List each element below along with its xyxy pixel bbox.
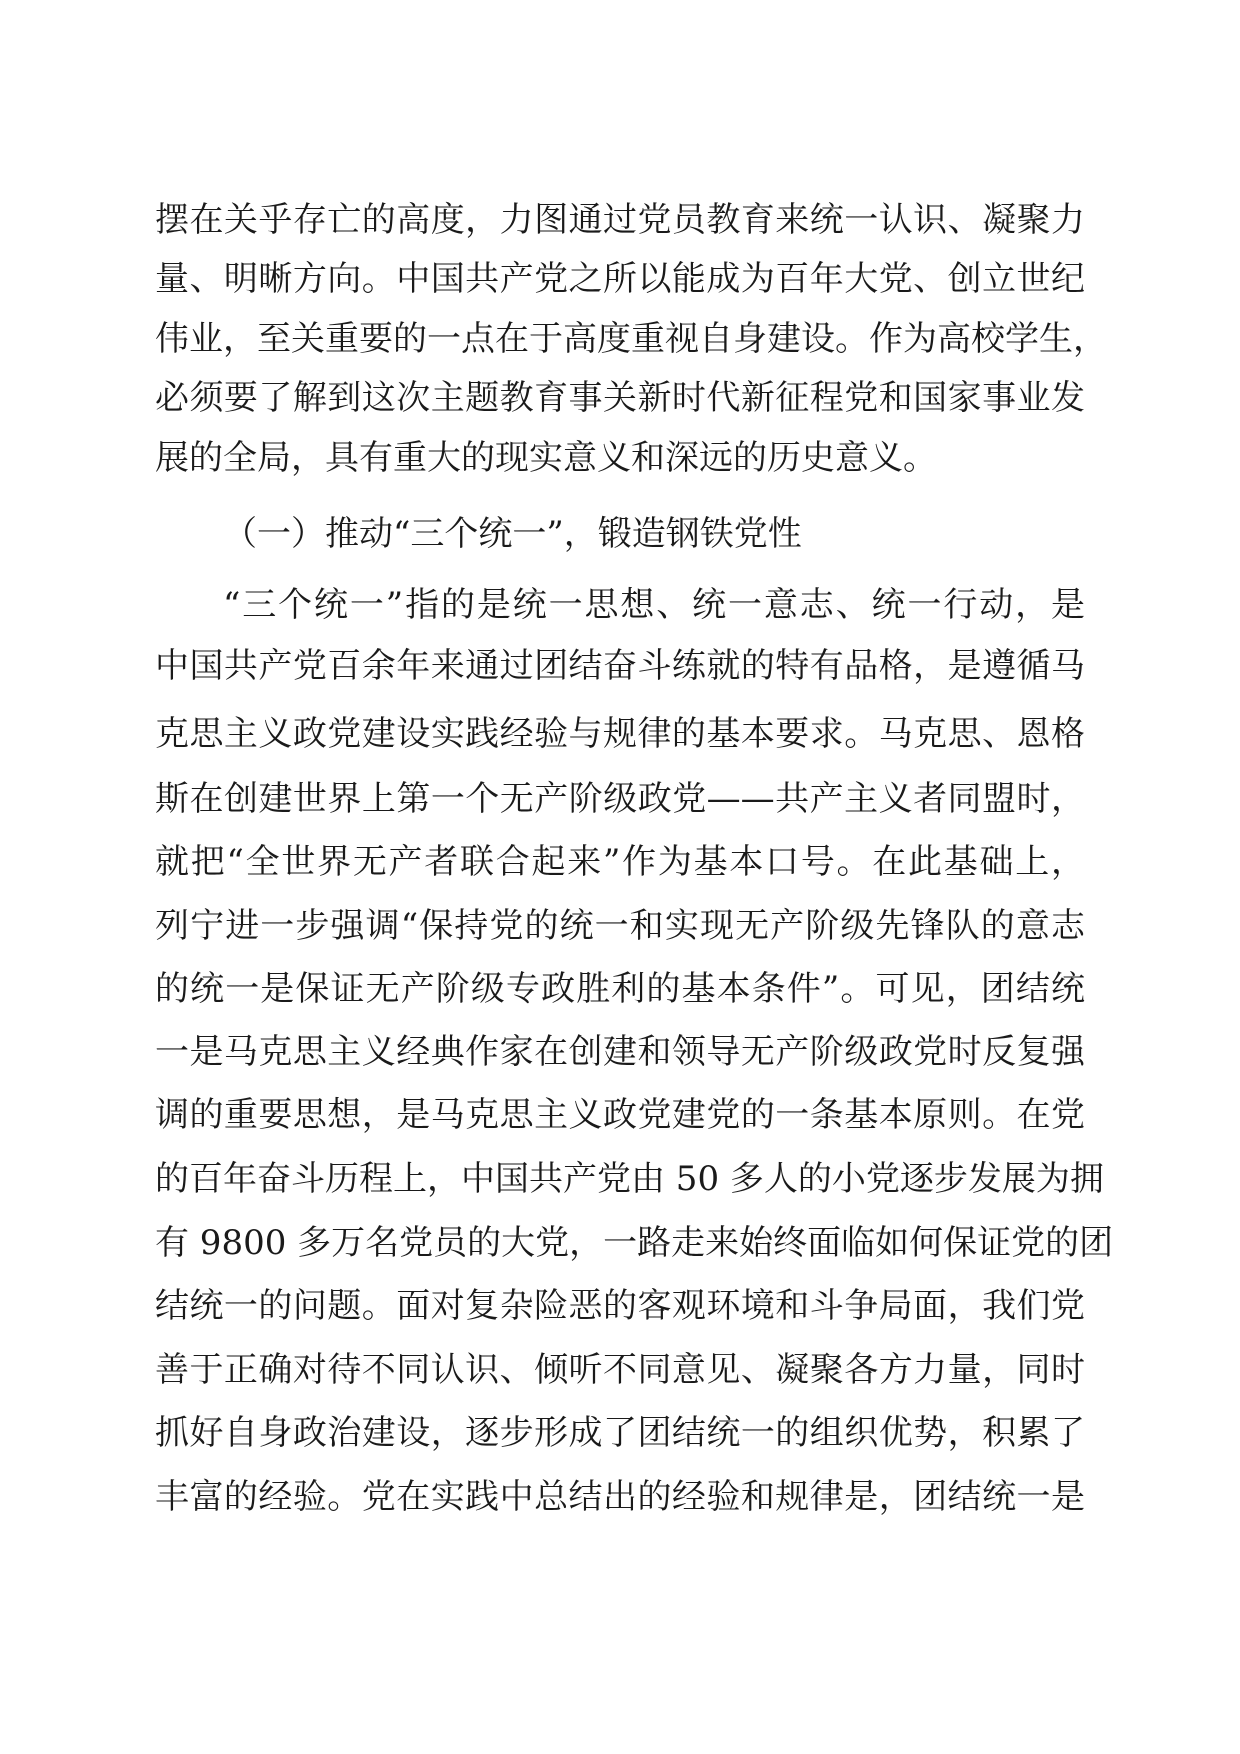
paragraph-1-line-2: 量、明晰方向。中国共产党之所以能成为百年大党、创立世纪 [155,259,1085,299]
paragraph-2-line-9: 调的重要思想，是马克思主义政党建党的一条基本原则。在党 [155,1095,1085,1135]
paragraph-2-line-1: “三个统一”指的是统一思想、统一意志、统一行动，是 [223,585,1085,625]
paragraph-2-line-8: 一是马克思主义经典作家在创建和领导无产阶级政党时反复强 [155,1032,1085,1072]
paragraph-2-line-3: 克思主义政党建设实践经验与规律的基本要求。马克思、恩格 [155,714,1085,754]
paragraph-2-line-10: 的百年奋斗历程上，中国共产党由 50 多人的小党逐步发展为拥 [155,1159,1104,1199]
paragraph-1-line-3: 伟业，至关重要的一点在于高度重视自身建设。作为高校学生， [155,319,1107,359]
paragraph-1-line-5: 展的全局，具有重大的现实意义和深远的历史意义。 [155,438,937,478]
paragraph-1-line-1: 摆在关乎存亡的高度，力图通过党员教育来统一认识、凝聚力 [155,200,1085,240]
paragraph-2-line-11: 有 9800 多万名党员的大党，一路走来始终面临如何保证党的团 [155,1223,1114,1263]
section-heading: （一）推动“三个统一”，锻造钢铁党性 [223,514,802,554]
paragraph-2-line-13: 善于正确对待不同认识、倾听不同意见、凝聚各方力量，同时 [155,1350,1085,1390]
paragraph-2-line-4: 斯在创建世界上第一个无产阶级政党——共产主义者同盟时， [155,779,1085,819]
paragraph-2-line-7: 的统一是保证无产阶级专政胜利的基本条件”。可见，团结统 [155,969,1085,1009]
paragraph-2-line-14: 抓好自身政治建设，逐步形成了团结统一的组织优势，积累了 [155,1413,1085,1453]
paragraph-2-line-5: 就把“全世界无产者联合起来”作为基本口号。在此基础上， [155,842,1085,882]
paragraph-2-line-6: 列宁进一步强调“保持党的统一和实现无产阶级先锋队的意志 [155,906,1085,946]
paragraph-2-line-15: 丰富的经验。党在实践中总结出的经验和规律是，团结统一是 [155,1477,1085,1517]
paragraph-2-line-2: 中国共产党百余年来通过团结奋斗练就的特有品格，是遵循马 [155,646,1085,686]
paragraph-1-line-4: 必须要了解到这次主题教育事关新时代新征程党和国家事业发 [155,378,1085,418]
paragraph-2-line-12: 结统一的问题。面对复杂险恶的客观环境和斗争局面，我们党 [155,1286,1085,1326]
